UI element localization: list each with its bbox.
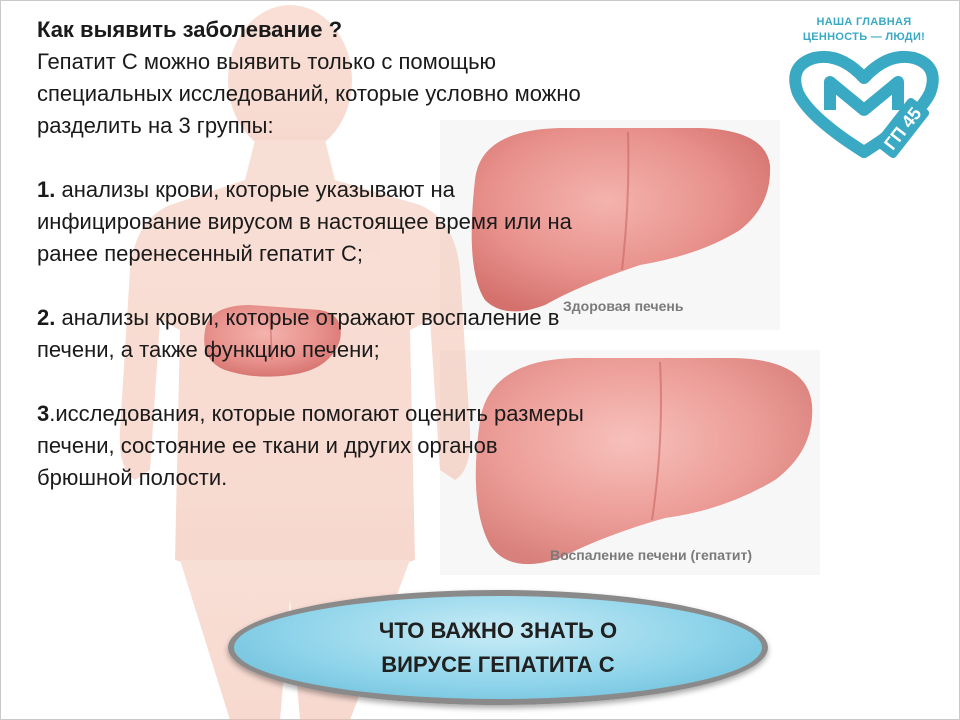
logo-slogan-line2: ЦЕННОСТЬ — ЛЮДИ! [802,31,926,43]
intro-line: специальных исследований, которые условно можно [37,81,581,106]
hepatitis-liver-caption: Воспаление печени (гепатит) [550,547,753,563]
hepatitis-info-button[interactable] [228,590,768,705]
list-number: 1. [37,177,56,202]
list-text: анализы крови, которые отражают воспаление в [55,305,560,330]
list-text: печени, а также функцию печени; [37,337,380,362]
list-text: инфицирование вирусом в настоящее время или на [37,209,572,234]
list-text: ранее перенесенный гепатит С; [37,241,363,266]
list-text: печени, состояние ее ткани и других органов [37,433,498,458]
heart-logo-icon [780,48,948,158]
intro-line: разделить на 3 группы: [37,113,274,138]
list-text: брюшной полости. [37,465,228,490]
list-number: 3 [37,401,50,426]
button-label-line1: ЧТО ВАЖНО ЗНАТЬ О [378,617,618,643]
organization-logo [780,10,948,160]
list-number: 2. [37,305,56,330]
main-text [37,14,727,494]
list-text: анализы крови, которые указывают на [55,177,455,202]
logo-badge: ГП 45 [880,103,926,154]
list-item-2 [37,302,727,334]
healthy-liver-caption: Здоровая печень [563,298,684,314]
intro-line: Гепатит С можно выявить только с помощью [37,49,497,74]
logo-slogan-line1: НАША ГЛАВНАЯ [816,16,912,28]
list-item-1 [37,174,727,206]
list-text: .исследования, которые помогают оценить размеры [49,401,584,426]
list-item-3 [37,398,727,430]
slide-heading: Как выявить заболевание ? [37,17,343,42]
button-label-line2: ВИРУСЕ ГЕПАТИТА С [381,651,615,677]
